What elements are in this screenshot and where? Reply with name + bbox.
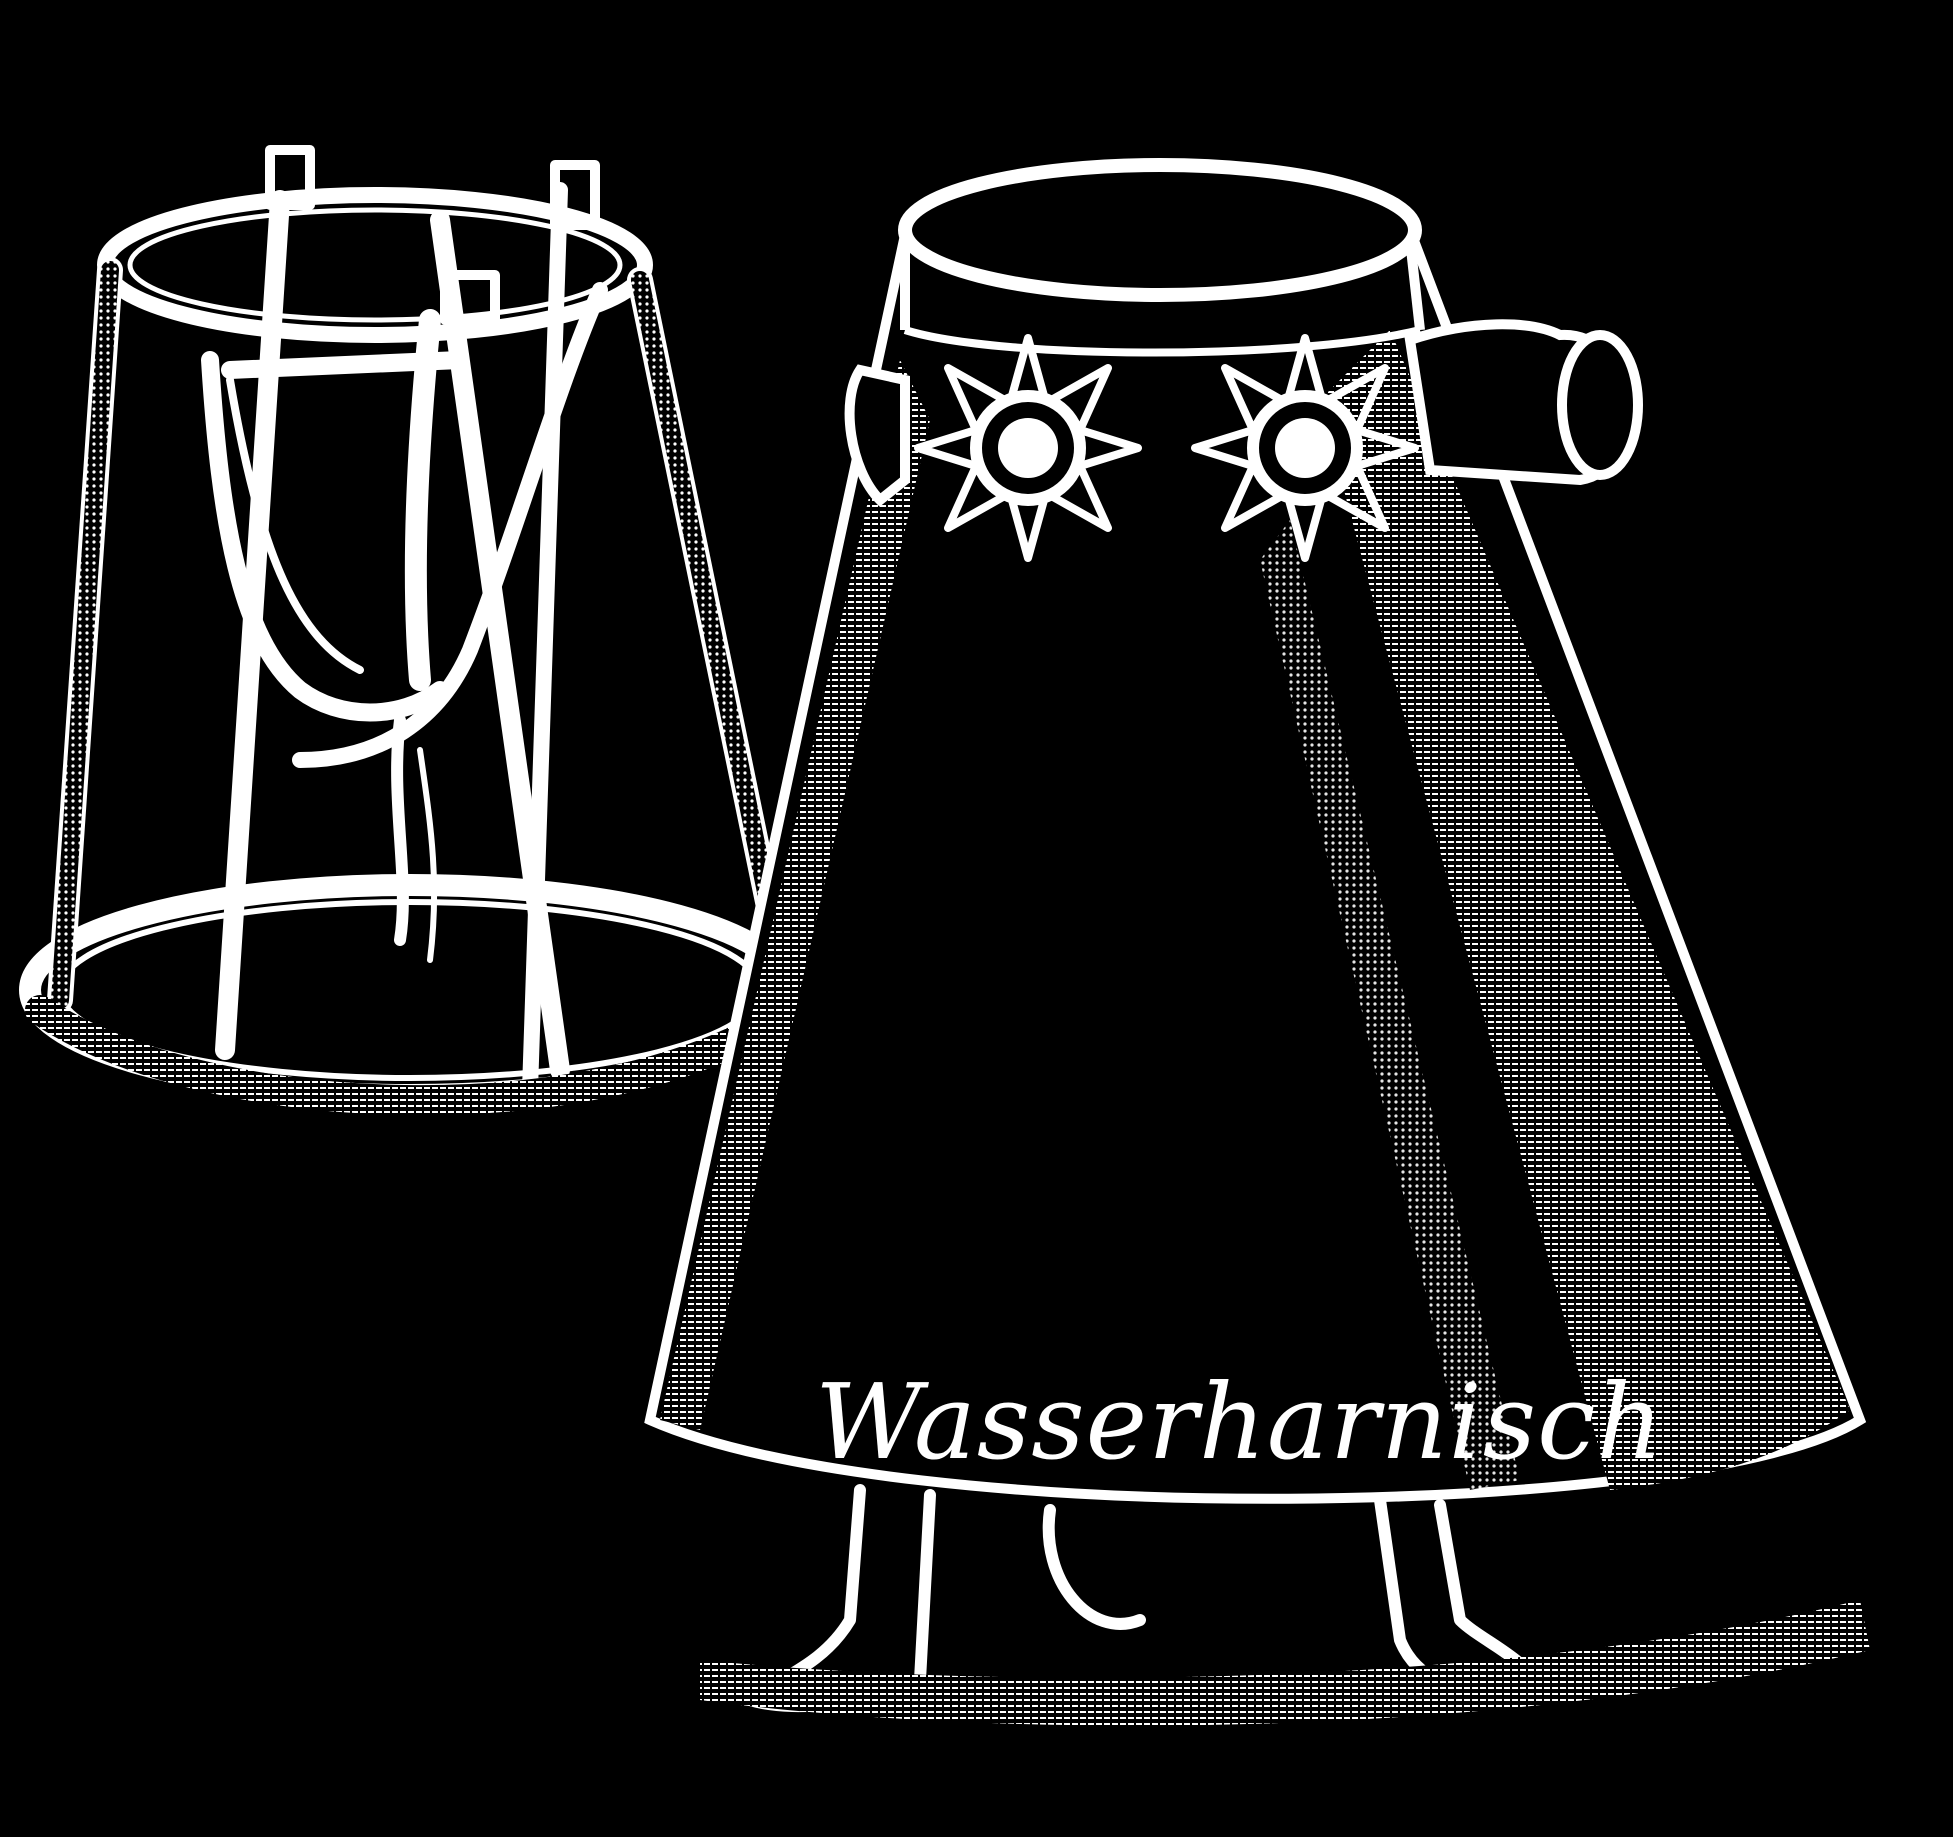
illustration-caption: Wasserharnisch: [815, 1361, 1665, 1483]
frame-cage: [30, 150, 790, 1100]
diving-bell: [650, 165, 1870, 1726]
